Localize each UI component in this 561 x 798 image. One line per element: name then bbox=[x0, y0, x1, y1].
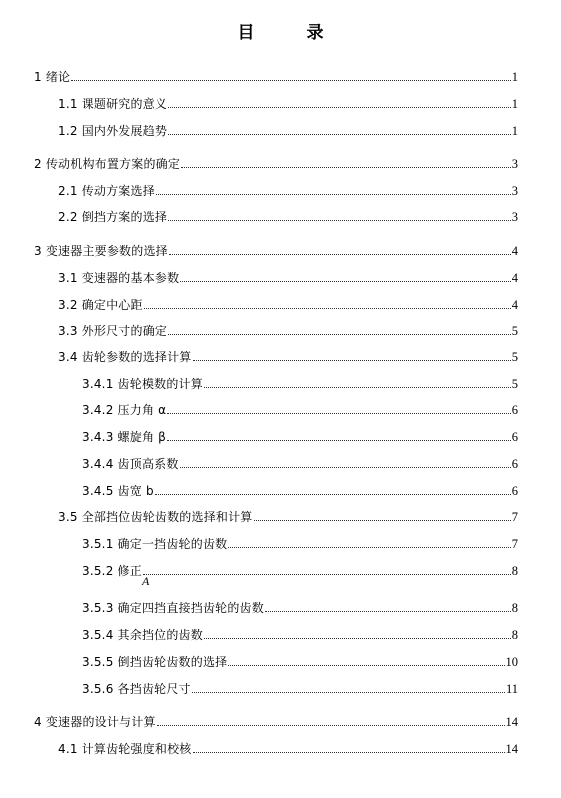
toc-entry-3-5 bbox=[58, 506, 518, 524]
toc-page-number: 1 bbox=[511, 97, 518, 111]
dot-leader bbox=[157, 725, 505, 726]
toc-entry-2 bbox=[34, 153, 518, 171]
toc-entry-text: 3.5.6 各挡齿轮尺寸 bbox=[82, 682, 191, 696]
toc-entry-3-4-5 bbox=[82, 480, 518, 498]
toc-entry-text: 2 传动机构布置方案的确定 bbox=[34, 157, 181, 171]
toc-entry-text: 3.5.2 修正 bbox=[82, 564, 142, 578]
toc-entry-text: 3.5.5 倒挡齿轮齿数的选择 bbox=[82, 655, 228, 669]
toc-entry-4 bbox=[34, 711, 518, 729]
toc-entry-text: 3 变速器主要参数的选择 bbox=[34, 244, 168, 258]
toc-entry-3-5-4 bbox=[82, 624, 518, 642]
toc-page-number: 7 bbox=[511, 537, 518, 551]
dot-leader bbox=[155, 494, 511, 495]
toc-entry-text: 3.1 变速器的基本参数 bbox=[58, 271, 180, 285]
toc-entry-3-4-4 bbox=[82, 453, 518, 471]
toc-entry-3-5-5 bbox=[82, 651, 518, 669]
toc-entry-text: 3.4.1 齿轮模数的计算 bbox=[82, 377, 203, 391]
toc-entry-text: 1.1 课题研究的意义 bbox=[58, 97, 168, 111]
toc-entry-text: 3.4.2 压力角 α bbox=[82, 403, 167, 417]
toc-page-number: 5 bbox=[511, 324, 518, 338]
toc-page-number: 8 bbox=[511, 601, 518, 615]
toc-entry-text: 3.4.4 齿顶高系数 bbox=[82, 457, 179, 471]
toc-entry-2-1 bbox=[58, 180, 518, 198]
toc-page-number: 3 bbox=[511, 157, 518, 171]
toc-entry-3-4 bbox=[58, 346, 518, 364]
toc-entry-text: 3.2 确定中心距 bbox=[58, 298, 143, 312]
toc-page-number: 6 bbox=[511, 430, 518, 444]
dot-leader bbox=[265, 611, 511, 612]
toc-entry-3 bbox=[34, 240, 518, 258]
toc-entry-text: 2.1 传动方案选择 bbox=[58, 184, 155, 198]
dot-leader bbox=[168, 134, 511, 135]
dot-leader bbox=[143, 574, 511, 575]
dot-leader bbox=[167, 440, 511, 441]
toc-entry-text: 4 变速器的设计与计算 bbox=[34, 715, 156, 729]
toc-entry-1-1 bbox=[58, 93, 518, 111]
toc-entry-3-4-2 bbox=[82, 399, 518, 417]
toc-page-number: 3 bbox=[511, 184, 518, 198]
toc-entry-3-4-3 bbox=[82, 426, 518, 444]
toc-page-number: 6 bbox=[511, 457, 518, 471]
toc-entry-2-2 bbox=[58, 206, 518, 224]
dot-leader bbox=[192, 692, 505, 693]
dot-leader bbox=[193, 360, 511, 361]
dot-leader bbox=[228, 665, 504, 666]
dot-leader bbox=[168, 220, 511, 221]
toc-entry-3-5-1 bbox=[82, 533, 518, 551]
toc-entry-text: 3.5 全部挡位齿轮齿数的选择和计算 bbox=[58, 510, 253, 524]
toc-entry-text: 3.4.3 螺旋角 β bbox=[82, 430, 167, 444]
toc-page-number: 8 bbox=[511, 628, 518, 642]
toc-page-number: 6 bbox=[511, 484, 518, 498]
dot-leader bbox=[144, 308, 511, 309]
toc-entry-text: 3.5.1 确定一挡齿轮的齿数 bbox=[82, 537, 228, 551]
toc-page-number: 7 bbox=[511, 510, 518, 524]
toc-entry-text: 1 绪论 bbox=[34, 70, 71, 84]
toc-page-number: 10 bbox=[505, 655, 518, 669]
page-title: 目录 bbox=[237, 23, 376, 43]
dot-leader bbox=[71, 80, 511, 81]
toc-entry-4-1 bbox=[58, 738, 518, 756]
toc-page-number: 11 bbox=[505, 682, 518, 696]
toc-entry-3-5-6 bbox=[82, 678, 518, 696]
toc-page-number: 14 bbox=[505, 715, 518, 729]
toc-entry-text: 3.4 齿轮参数的选择计算 bbox=[58, 350, 192, 364]
toc-page-number: 14 bbox=[505, 742, 518, 756]
toc-entry-3-5-3 bbox=[82, 597, 518, 615]
toc-entry-3-4-1 bbox=[82, 373, 518, 391]
toc-page-number: 4 bbox=[511, 244, 518, 258]
toc-page-number: 8 bbox=[511, 564, 518, 578]
toc-entry-text: 4.1 计算齿轮强度和校核 bbox=[58, 742, 192, 756]
formula-symbol: A bbox=[142, 574, 150, 588]
toc-entry-text: 1.2 国内外发展趋势 bbox=[58, 124, 168, 138]
toc-entry-text: 3.4.5 齿宽 b bbox=[82, 484, 154, 498]
toc-page-number: 3 bbox=[511, 210, 518, 224]
dot-leader bbox=[193, 752, 505, 753]
toc-entry-1 bbox=[34, 66, 518, 84]
toc-page-number: 4 bbox=[511, 298, 518, 312]
dot-leader bbox=[168, 334, 511, 335]
dot-leader bbox=[254, 520, 511, 521]
toc-entry-text: 2.2 倒挡方案的选择 bbox=[58, 210, 168, 224]
toc-entry-3-2 bbox=[58, 294, 518, 312]
toc-entry-1-2 bbox=[58, 120, 518, 138]
dot-leader bbox=[168, 107, 511, 108]
toc-page-number: 1 bbox=[511, 124, 518, 138]
dot-leader bbox=[156, 194, 511, 195]
toc-entry-text: 3.5.4 其余挡位的齿数 bbox=[82, 628, 203, 642]
dot-leader bbox=[228, 547, 510, 548]
dot-leader bbox=[167, 413, 510, 414]
dot-leader bbox=[169, 254, 511, 255]
dot-leader bbox=[204, 638, 511, 639]
toc-page-number: 4 bbox=[511, 271, 518, 285]
toc-page-number: 5 bbox=[511, 377, 518, 391]
dot-leader bbox=[180, 467, 511, 468]
toc-entry-text: 3.3 外形尺寸的确定 bbox=[58, 324, 168, 338]
toc-entry-text: 3.5.3 确定四挡直接挡齿轮的齿数 bbox=[82, 601, 264, 615]
toc-page-number: 1 bbox=[511, 70, 518, 84]
dot-leader bbox=[204, 387, 511, 388]
dot-leader bbox=[180, 281, 510, 282]
toc-entry-3-1 bbox=[58, 267, 518, 285]
toc-page-number: 6 bbox=[511, 403, 518, 417]
toc-page-number: 5 bbox=[511, 350, 518, 364]
dot-leader bbox=[181, 167, 511, 168]
toc-entry-3-3 bbox=[58, 320, 518, 338]
